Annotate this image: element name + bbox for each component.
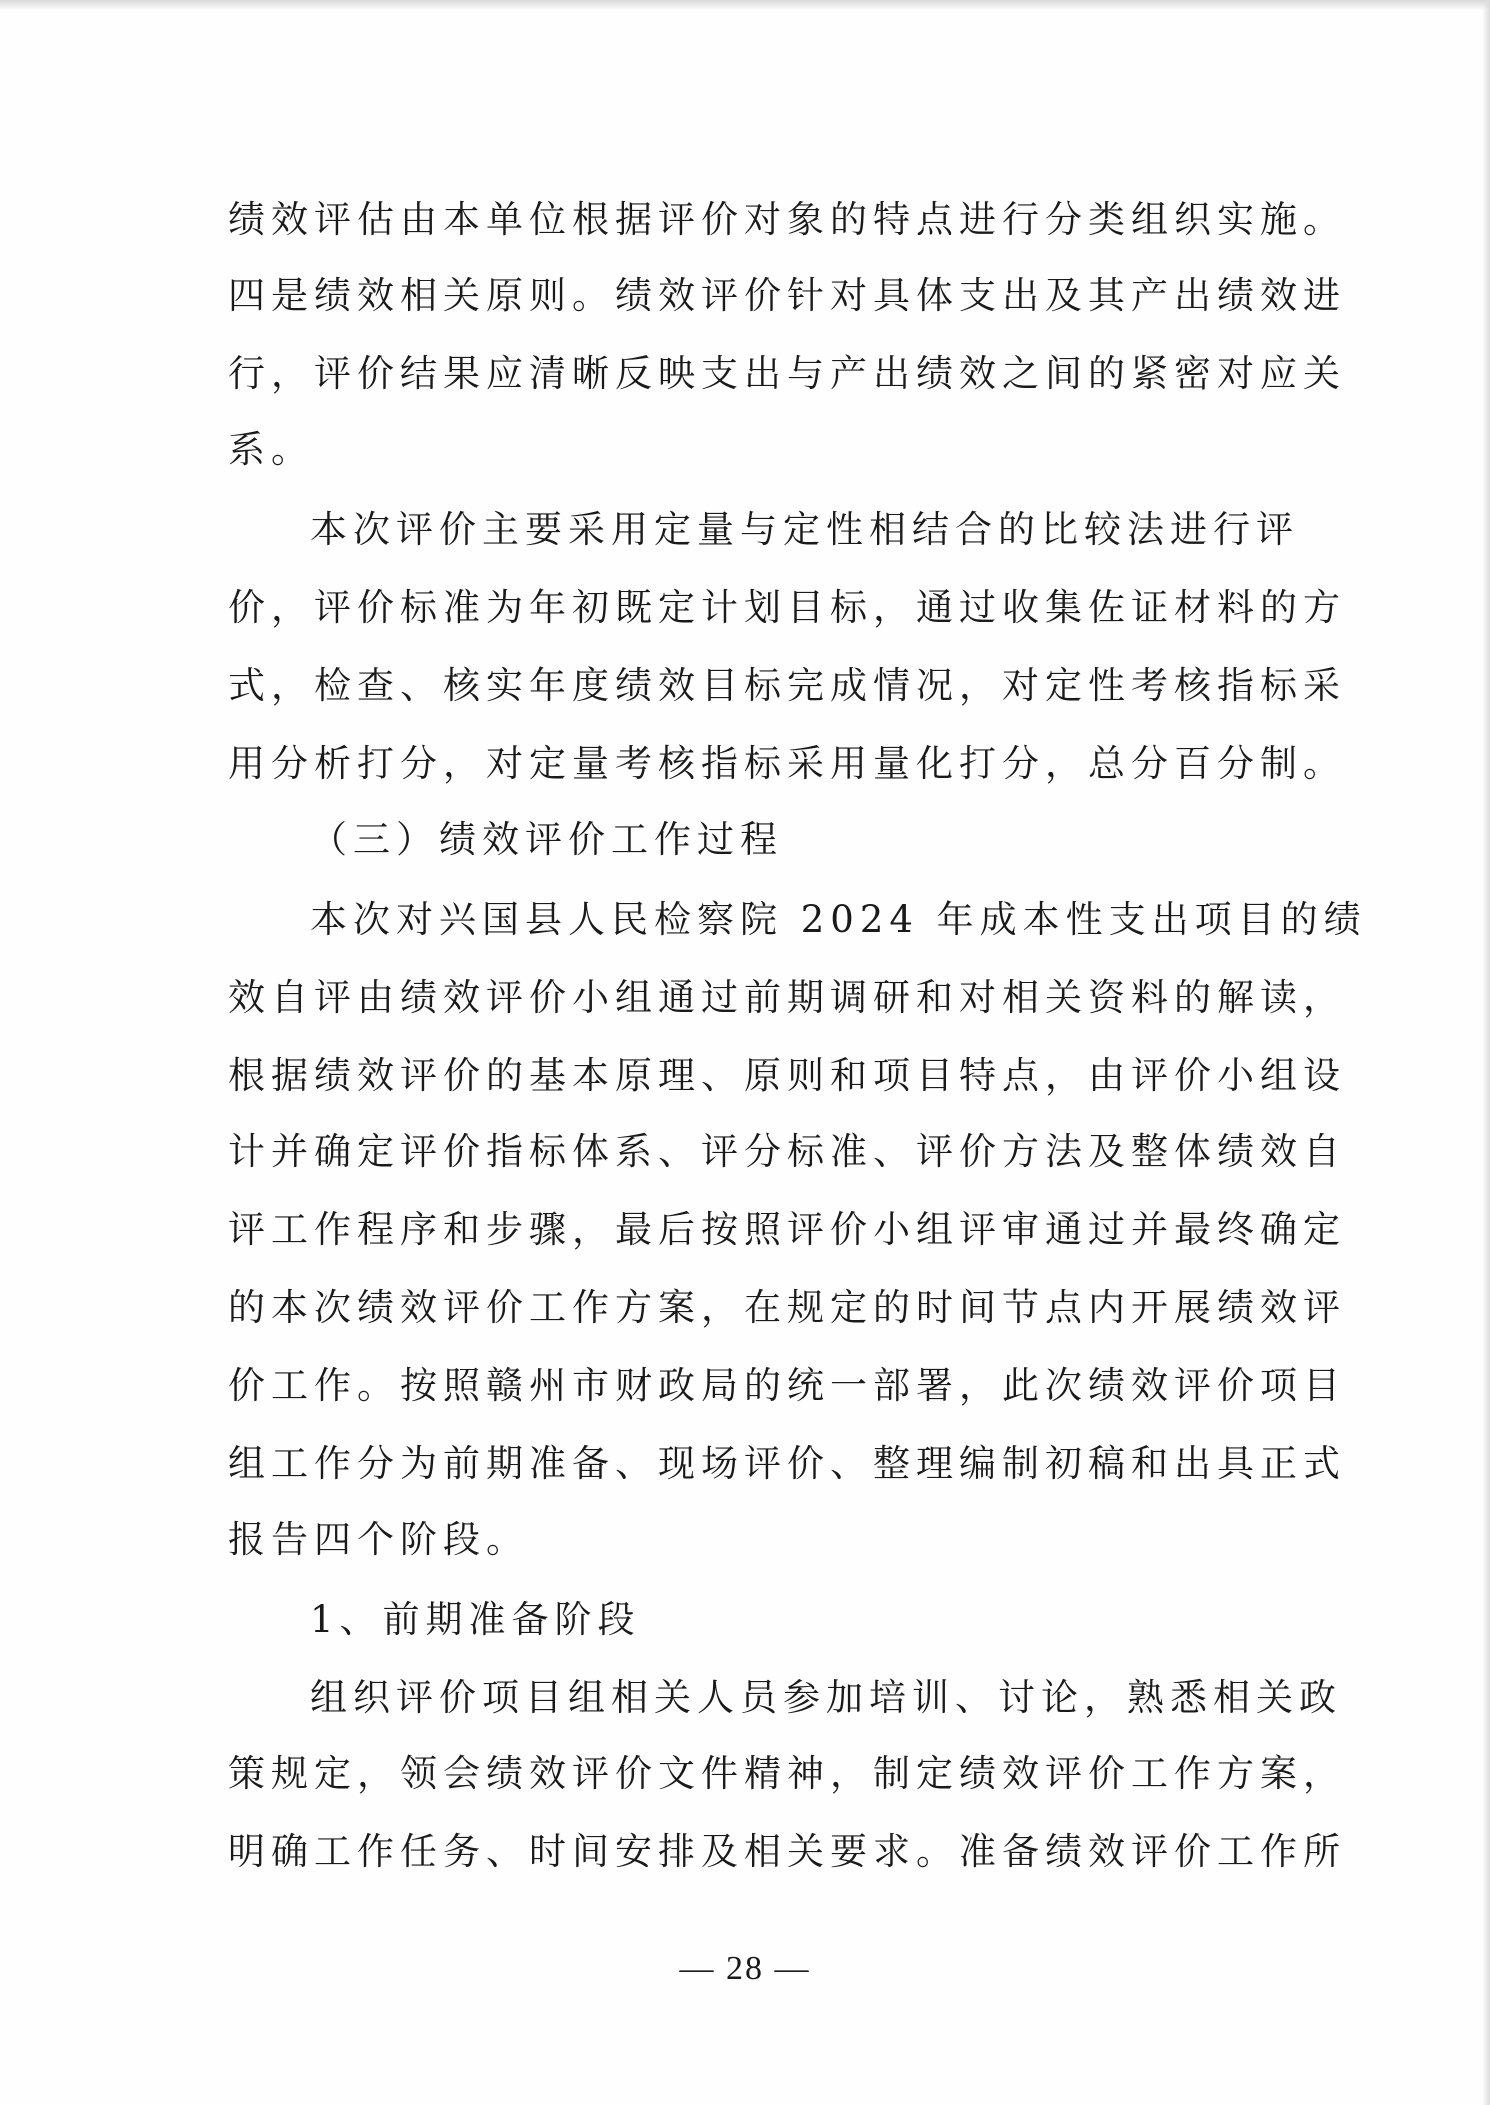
text-line: 评工作程序和步骤，最后按照评价小组评审通过并最终确定 [228,1208,1346,1251]
text-line: 价，评价标准为年初既定计划目标，通过收集佐证材料的方 [228,586,1346,629]
subsection-heading: 1、前期准备阶段 [310,1598,641,1641]
text-line: 四是绩效相关原则。绩效评价针对具体支出及其产出绩效进 [228,274,1346,317]
text-line: 计并确定评价指标体系、评分标准、评价方法及整体绩效自 [228,1130,1346,1173]
section-heading: （三）绩效评价工作过程 [310,818,783,861]
text-line: 系。 [228,428,314,471]
text-line: 价工作。按照赣州市财政局的统一部署，此次绩效评价项目 [228,1364,1346,1407]
text-line: 本次评价主要采用定量与定性相结合的比较法进行评 [310,508,1299,551]
text-line: 用分析打分，对定量考核指标采用量化打分，总分百分制。 [228,742,1346,785]
text-line: 明确工作任务、时间安排及相关要求。准备绩效评价工作所 [228,1830,1346,1873]
text-line: 行，评价结果应清晰反映支出与产出绩效之间的紧密对应关 [228,352,1346,395]
text-line: 的本次绩效评价工作方案，在规定的时间节点内开展绩效评 [228,1286,1346,1329]
text-line: 策规定，领会绩效评价文件精神，制定绩效评价工作方案， [228,1752,1346,1795]
text-line: 报告四个阶段。 [228,1518,529,1561]
page-number: — 28 — [679,1950,811,1987]
text-line: 组织评价项目组相关人员参加培训、讨论，熟悉相关政 [310,1676,1342,1719]
text-line: 根据绩效评价的基本原理、原则和项目特点，由评价小组设 [228,1054,1346,1097]
text-line: 组工作分为前期准备、现场评价、整理编制初稿和出具正式 [228,1442,1346,1485]
scan-edge-top [0,0,1490,10]
scan-edge-right [1482,0,1490,2105]
text-line: 绩效评估由本单位根据评价对象的特点进行分类组织实施。 [228,198,1346,241]
text-line: 本次对兴国县人民检察院 2024 年成本性支出项目的绩 [310,898,1367,941]
text-line: 效自评由绩效评价小组通过前期调研和对相关资料的解读， [228,976,1346,1019]
text-line: 式，检查、核实年度绩效目标完成情况，对定性考核指标采 [228,664,1346,707]
